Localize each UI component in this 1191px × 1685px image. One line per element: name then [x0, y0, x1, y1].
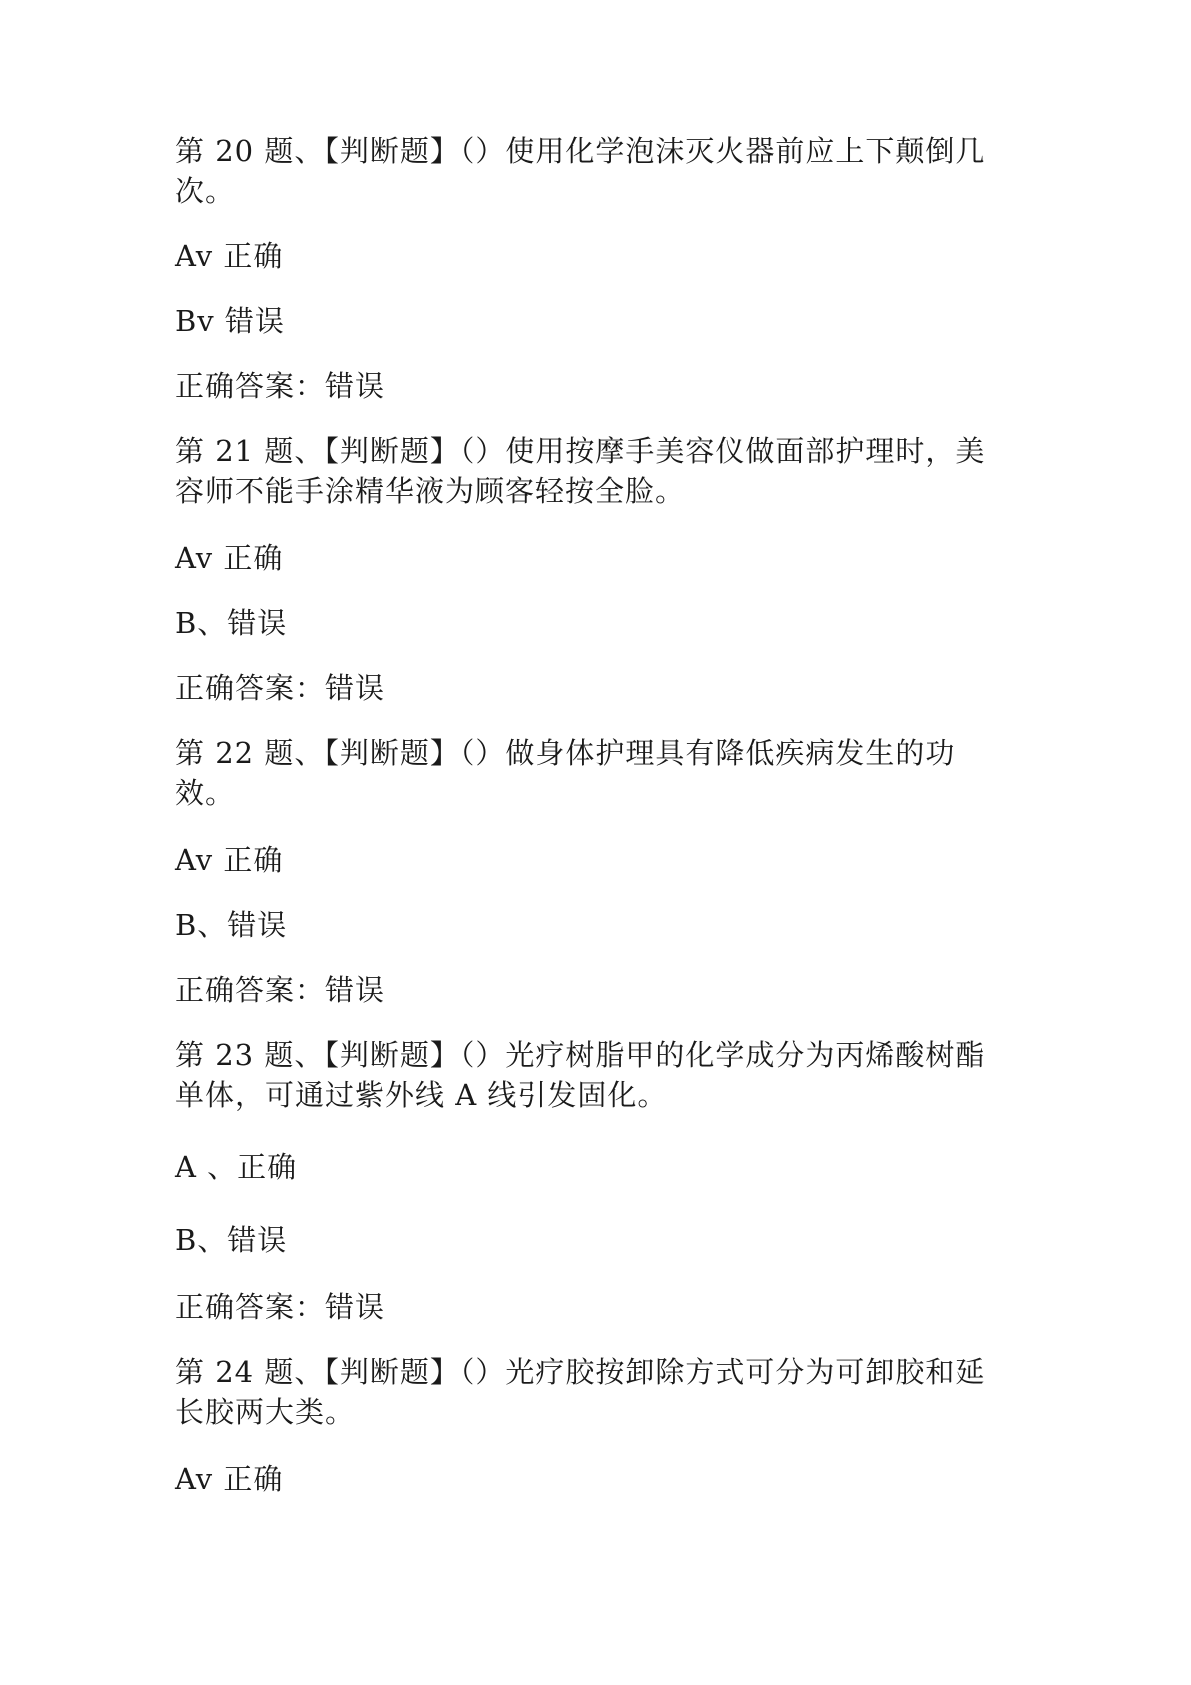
- question-23-title-line2: 单体，可通过紫外线 A 线引发固化。: [175, 1078, 668, 1112]
- question-20-option-a: Av 正确: [175, 239, 284, 273]
- question-21-title-line2: 容师不能手涂精华液为顾客轻按全脸。: [175, 474, 686, 508]
- question-22-title-line2: 效。: [175, 776, 236, 810]
- question-20-option-b: Bv 错误: [175, 304, 285, 338]
- question-21-option-a: Av 正确: [175, 541, 284, 575]
- question-23-answer: 正确答案：错误: [175, 1290, 386, 1324]
- question-24-option-a: Av 正确: [175, 1462, 284, 1496]
- question-22-answer: 正确答案：错误: [175, 973, 386, 1007]
- question-21-title-line1: 第 21 题、【判断题】（）使用按摩手美容仪做面部护理时，美: [175, 434, 986, 468]
- question-20-title-line2: 次。: [175, 174, 236, 208]
- question-20-title-line1: 第 20 题、【判断题】（）使用化学泡沫灭火器前应上下颠倒几: [175, 134, 986, 168]
- question-23-option-b: B、错误: [175, 1223, 288, 1257]
- question-23-title-line1: 第 23 题、【判断题】（）光疗树脂甲的化学成分为丙烯酸树酯: [175, 1038, 986, 1072]
- question-21-option-b: B、错误: [175, 606, 288, 640]
- question-24-title-line1: 第 24 题、【判断题】（）光疗胶按卸除方式可分为可卸胶和延: [175, 1355, 986, 1389]
- question-20-answer: 正确答案：错误: [175, 369, 386, 403]
- question-22-title-line1: 第 22 题、【判断题】（）做身体护理具有降低疾病发生的功: [175, 736, 956, 770]
- question-22-option-b: B、错误: [175, 908, 288, 942]
- question-21-answer: 正确答案：错误: [175, 671, 386, 705]
- question-24-title-line2: 长胶两大类。: [175, 1395, 356, 1429]
- question-22-option-a: Av 正确: [175, 843, 284, 877]
- question-23-option-a: A 、正确: [175, 1150, 298, 1184]
